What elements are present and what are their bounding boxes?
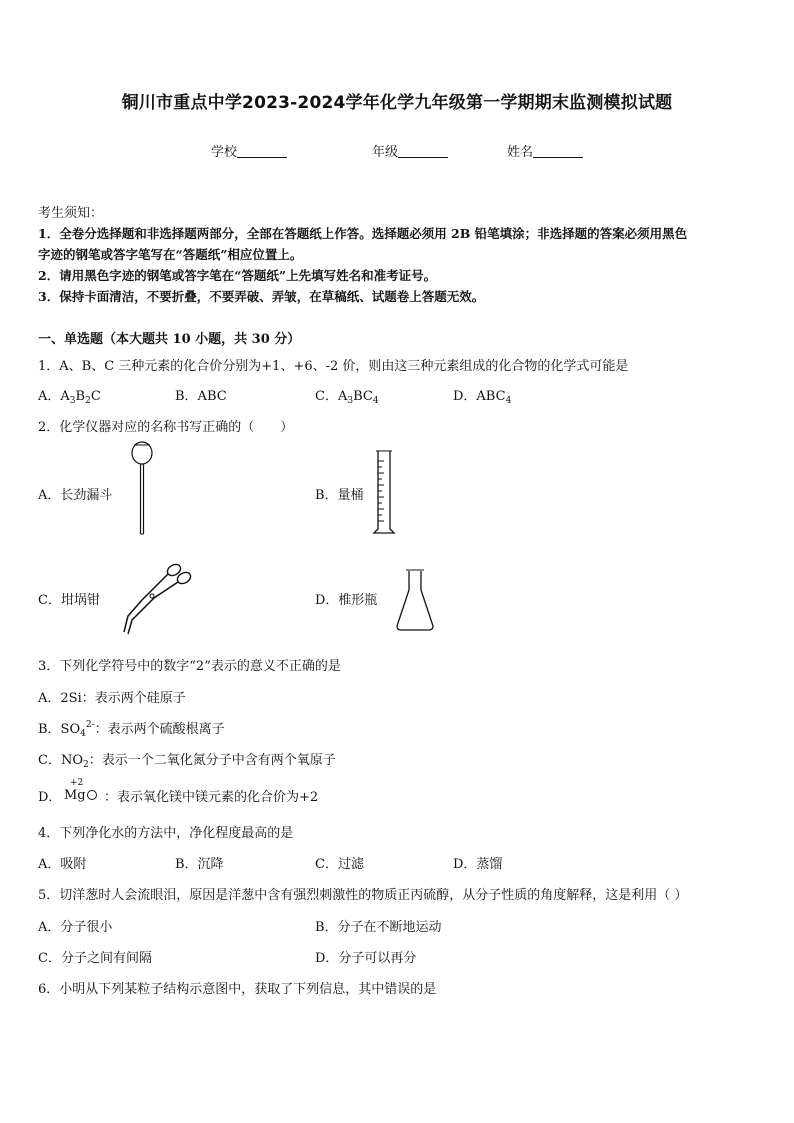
q4-option-d: D．蒸馏 [453,857,503,872]
oxygen-symbol-icon [87,790,97,800]
q3-option-b: B．$SO_4^{2-}$：表示两个硫酸根离子 [38,720,225,739]
q5-option-c: C．分子之间有间隔 [38,951,152,966]
q3-valence-mark: +2 [70,778,84,788]
q4-option-c: C．过滤 [315,857,364,872]
q5-option-d: D．分子可以再分 [315,951,417,966]
q2-option-a: A．长劲漏斗 [38,488,113,503]
q2-stem: 2．化学仪器对应的名称书写正确的（ ） [38,420,294,435]
q5-option-a: A．分子很小 [38,920,113,935]
q3-stem: 3．下列化学符号中的数字“2”表示的意义不正确的是 [38,659,341,674]
q4-option-b: B．沉降 [175,857,224,872]
q6-stem: 6．小明从下列某粒子结构示意图中，获取了下列信息，其中错误的是 [38,982,437,997]
q1-option-c: C．$A_3BC_4$ [315,389,379,406]
q1-option-d: D．$ABC_4$ [453,389,512,406]
q2-option-c: C．坩埚钳 [38,593,100,608]
school-blank [237,145,287,158]
q4-stem: 4．下列净化水的方法中，净化程度最高的是 [38,826,294,841]
long-neck-funnel-icon [128,440,156,536]
notice-item-2: 2．请用黑色字迹的钢笔或答字笔在“答题纸”上先填写姓名和准考证号。 [38,268,437,283]
q3-option-a: A．2Si：表示两个硅原子 [38,691,186,706]
exam-title: 铜川市重点中学2023-2024学年化学九年级第一学期期末监测模拟试题 [121,93,673,113]
q1-stem: 1．A、B、C 三种元素的化合价分别为+1、+6、-2 价，则由这三种元素组成的化合物的化学式可能是 [38,359,629,374]
name-field [507,141,583,160]
q2-option-b: B．量桶 [315,488,364,503]
crucible-tongs-icon [118,558,198,638]
section-heading: 一、单选题（本大题共 10 小题，共 30 分） [38,332,301,347]
notice-item-1-line-1: 1．全卷分选择题和非选择题两部分，全部在答题纸上作答。选择题必须用 2B 铅笔填涂；非选择题的答案必须用黑色 [38,226,688,241]
name-blank [533,145,583,158]
school-label: 学校 [211,145,238,160]
q1-option-a: A．$A_3B_2C$ [38,389,101,406]
graduated-cylinder-icon [372,449,396,537]
q1-option-b: B．ABC [175,389,227,404]
q5-stem: 5．切洋葱时人会流眼泪，原因是洋葱中含有强烈刺激性的物质正丙硫醇，从分子性质的角度解释，这是利用（ ） [38,888,688,903]
q3-option-d: D． [38,790,62,805]
q5-option-b: B．分子在不断地运动 [315,920,442,935]
notice-item-1-line-2: 字迹的钢笔或答字笔写在“答题纸”相应位置上。 [38,247,303,262]
grade-blank [398,145,448,158]
q3-option-d-text: ：表示氧化镁中镁元素的化合价为+2 [104,790,319,805]
q3-option-c: C．$NO_2$：表示一个二氧化氮分子中含有两个氧原子 [38,753,336,770]
q4-option-a: A．吸附 [38,857,87,872]
q2-option-d: D．椎形瓶 [315,593,378,608]
notice-heading: 考生须知： [38,206,104,221]
grade-label: 年级 [372,145,399,160]
school-field [211,141,287,160]
q3-option-d-formula: Mg [64,788,97,803]
notice-item-3: 3．保持卡面清洁，不要折叠，不要弄破、弄皱，在草稿纸、试题卷上答题无效。 [38,289,485,304]
conical-flask-icon [394,568,436,632]
grade-field [372,141,448,160]
name-label: 姓名 [507,145,534,160]
